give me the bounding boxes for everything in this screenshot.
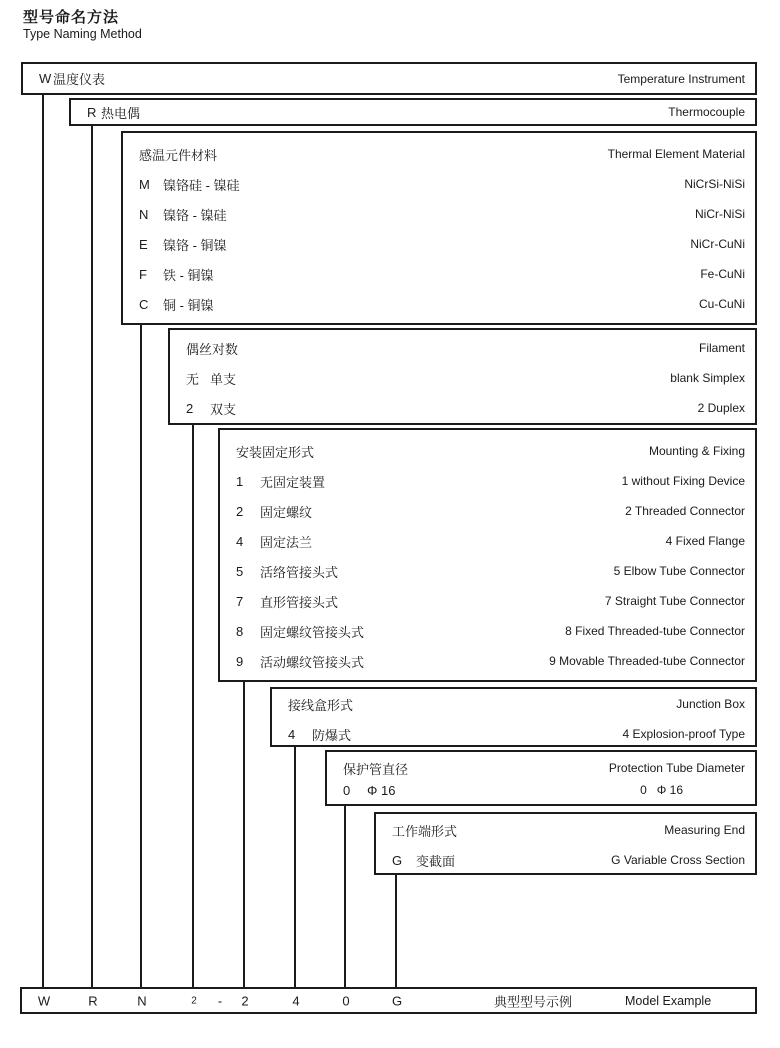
label-en: G Variable Cross Section (611, 853, 745, 867)
section-header (170, 333, 755, 363)
material-option-f (123, 259, 755, 289)
header-cn: 工作端形式 (392, 823, 458, 839)
measuring-option-g (376, 845, 755, 875)
section-filament (168, 328, 757, 425)
label-en: Temperature Instrument (617, 71, 745, 86)
label-cn: 变截面 (416, 853, 456, 869)
page-title: 型号命名方法 (23, 9, 120, 26)
section-row (71, 100, 755, 124)
header-cn: 安装固定形式 (236, 444, 315, 460)
label-cn: 单支 (210, 371, 237, 387)
section-temperature-instrument (21, 62, 757, 95)
section-protection-tube-diameter (325, 750, 757, 806)
label-cn: 镍铬 - 镍硅 (163, 207, 227, 223)
label-en: Cu-CuNi (698, 297, 745, 311)
section-mounting-fixing (218, 428, 757, 682)
section-header (327, 757, 755, 779)
label-cn: 防爆式 (312, 727, 352, 743)
label-cn: 固定螺纹 (260, 504, 313, 520)
label-cn: 镍铬硅 - 镍硅 (163, 177, 240, 193)
label-en: Fe-CuNi (700, 267, 745, 281)
code-letter: E (139, 236, 148, 252)
header-en: Mounting & Fixing (648, 444, 745, 458)
material-option-e (123, 229, 755, 259)
material-option-n (123, 199, 755, 229)
code-letter: 0 (343, 782, 351, 798)
section-thermocouple (69, 98, 757, 126)
code-letter: 1 (236, 473, 244, 489)
model-char-2b: 2 (241, 993, 249, 1008)
code-letter: W (39, 71, 52, 86)
code-letter: 无 (186, 371, 200, 387)
section-header (123, 139, 755, 169)
label-en: 1 without Fixing Device (621, 474, 745, 488)
mounting-option-9 (220, 646, 755, 676)
header-en: Protection Tube Diameter (608, 761, 745, 775)
page-subtitle: Type Naming Method (23, 27, 142, 41)
header-cn: 偶丝对数 (186, 341, 239, 357)
header-cn: 接线盒形式 (288, 697, 354, 713)
code-letter: 9 (236, 653, 244, 669)
code-letter: 5 (236, 563, 244, 579)
label-en: 4 Explosion-proof Type (622, 727, 745, 741)
connector-line-protection (344, 806, 346, 987)
model-example-box (20, 987, 757, 1014)
mounting-option-2 (220, 496, 755, 526)
section-header (376, 815, 755, 845)
connector-line-filament (192, 425, 194, 987)
code-letter: 2 (186, 400, 194, 416)
label-en: NiCr-CuNi (690, 237, 745, 251)
label-cn: 活络管接头式 (260, 564, 339, 580)
header-cn: 保护管直径 (343, 761, 409, 777)
label-en: 8 Fixed Threaded-tube Connector (565, 624, 745, 638)
model-char-w: W (37, 993, 51, 1008)
header-en: Thermal Element Material (607, 147, 745, 161)
connector-line-material (140, 325, 142, 987)
model-char-2a: 2 (191, 995, 197, 1006)
code-letter: F (139, 266, 147, 282)
connector-line-r (91, 126, 93, 987)
model-char-4: 4 (292, 993, 300, 1008)
section-junction-box (270, 687, 757, 747)
label-en: NiCrSi-NiSi (684, 177, 745, 191)
label-cn: 无固定装置 (260, 474, 326, 490)
filament-option-duplex (170, 393, 755, 423)
label-en: 0 Φ 16 (640, 783, 683, 797)
label-cn: 固定法兰 (260, 534, 313, 550)
label-en: 4 Fixed Flange (665, 534, 745, 548)
label-en: Thermocouple (668, 105, 745, 119)
label-en: 5 Elbow Tube Connector (613, 564, 745, 578)
label-en: blank Simplex (670, 371, 745, 385)
code-letter: 8 (236, 623, 244, 639)
model-example-label-cn: 典型型号示例 (494, 994, 573, 1009)
header-en: Junction Box (676, 697, 745, 711)
label-en: 2 Duplex (697, 401, 745, 415)
section-row (23, 64, 755, 93)
model-char-r: R (88, 993, 98, 1008)
material-option-m (123, 169, 755, 199)
material-option-c (123, 289, 755, 319)
section-header (220, 436, 755, 466)
label-en: NiCr-NiSi (695, 207, 745, 221)
filament-option-simplex (170, 363, 755, 393)
section-measuring-end (374, 812, 757, 875)
label-cn: 热电偶 (101, 105, 141, 121)
connector-line-measuring (395, 875, 397, 987)
code-letter: M (139, 176, 150, 192)
model-char-n: N (137, 993, 147, 1008)
mounting-option-4 (220, 526, 755, 556)
code-letter: 7 (236, 593, 244, 609)
header-en: Measuring End (664, 823, 745, 837)
label-cn: 温度仪表 (53, 72, 106, 87)
junction-option-4 (272, 719, 755, 749)
connector-line-mounting (243, 682, 245, 987)
label-cn: 铁 - 铜镍 (163, 267, 214, 283)
code-letter: 2 (236, 503, 244, 519)
label-cn: 固定螺纹管接头式 (260, 624, 365, 640)
code-letter: 4 (288, 726, 296, 742)
mounting-option-1 (220, 466, 755, 496)
label-cn: Φ 16 (367, 782, 396, 798)
model-char-dash: - (217, 993, 223, 1008)
section-header (272, 689, 755, 719)
mounting-option-5 (220, 556, 755, 586)
section-thermal-element-material (121, 131, 757, 325)
code-letter: N (139, 206, 149, 222)
label-cn: 铜 - 铜镍 (163, 297, 214, 313)
model-example-label-en: Model Example (625, 993, 712, 1008)
protection-option-0 (327, 779, 755, 801)
code-letter: R (87, 104, 97, 120)
label-en: 7 Straight Tube Connector (604, 594, 745, 608)
code-letter: 4 (236, 533, 244, 549)
label-en: 9 Movable Threaded-tube Connector (549, 654, 745, 668)
header-en: Filament (698, 341, 745, 355)
header-cn: 感温元件材料 (139, 147, 218, 163)
code-letter: C (139, 296, 149, 312)
label-cn: 活动螺纹管接头式 (260, 654, 365, 670)
connector-line-junction (294, 747, 296, 987)
mounting-option-8 (220, 616, 755, 646)
label-en: 2 Threaded Connector (625, 504, 745, 518)
model-char-0: 0 (342, 993, 350, 1008)
code-letter: G (392, 852, 403, 868)
label-cn: 镍铬 - 铜镍 (163, 237, 227, 253)
model-char-g: G (391, 993, 403, 1008)
connector-line-w (42, 95, 44, 987)
mounting-option-7 (220, 586, 755, 616)
label-cn: 直形管接头式 (260, 594, 339, 610)
label-cn: 双支 (210, 401, 237, 417)
